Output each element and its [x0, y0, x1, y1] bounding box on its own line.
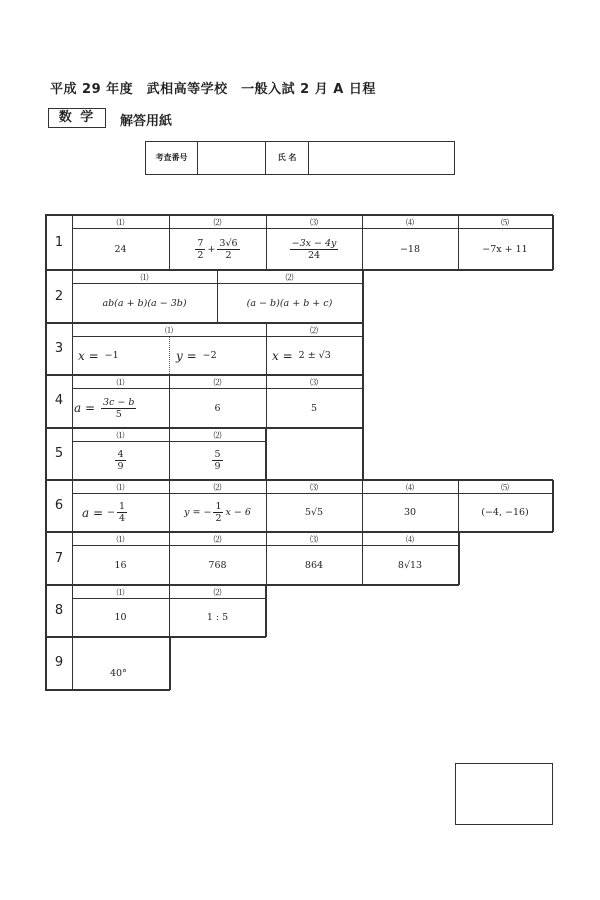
- denominator: 9: [214, 461, 221, 472]
- answer-cell[interactable]: [169, 389, 266, 427]
- question-number: 9: [54, 655, 64, 670]
- grid-line: [169, 637, 171, 690]
- answer-cell[interactable]: [169, 442, 266, 479]
- denominator: 2: [215, 513, 222, 524]
- answer-cell[interactable]: [266, 494, 362, 531]
- subject-label: 数 学: [48, 108, 106, 128]
- answer-text: 768: [208, 559, 227, 571]
- answer-cell[interactable]: [72, 546, 169, 584]
- grid-line: [45, 374, 363, 376]
- sub-number: ⑷: [406, 535, 414, 544]
- denominator: 2: [197, 249, 204, 261]
- answer-text: 864: [304, 559, 324, 571]
- grid-line: [45, 584, 459, 586]
- exam-number-label: 考査番号: [146, 142, 198, 174]
- answer-text: 40°: [110, 668, 127, 679]
- answer-cell[interactable]: [266, 546, 362, 584]
- answer-cell[interactable]: [169, 546, 266, 584]
- numerator: 7: [197, 237, 204, 249]
- answer-cell[interactable]: [217, 284, 362, 322]
- sub-number: ⑴: [116, 431, 125, 440]
- sub-number: ⑵: [213, 535, 222, 544]
- answer-text: 30: [403, 507, 417, 518]
- denominator: 24: [307, 249, 321, 261]
- sub-number: ⑵: [285, 273, 294, 282]
- answer-cell[interactable]: [72, 442, 169, 479]
- answer-text: 24: [114, 243, 127, 255]
- answer-text: 1 : 5: [206, 612, 229, 623]
- grid-line: [552, 215, 554, 270]
- answer-text: 10: [114, 612, 127, 623]
- answer-cell[interactable]: [169, 599, 266, 636]
- question-number: 6: [54, 498, 64, 513]
- answer-cell[interactable]: [78, 337, 169, 374]
- answer-text: 5: [310, 402, 318, 414]
- numerator: −3x − 4y: [291, 237, 337, 249]
- minus-sign: −: [107, 507, 115, 518]
- answer-text: ab(a + b)(a − 3b): [102, 297, 187, 309]
- sub-number: ⑵: [213, 378, 222, 387]
- answer-cell[interactable]: [362, 229, 458, 269]
- variable-label: a =: [82, 505, 104, 520]
- answer-cell[interactable]: [72, 229, 169, 269]
- answer-cell[interactable]: [266, 229, 362, 269]
- sub-number: ⑶: [310, 218, 318, 227]
- grid-line: [552, 480, 554, 532]
- question-number: 3: [54, 341, 64, 356]
- answer-cell[interactable]: [169, 229, 266, 269]
- name-label: 氏 名: [266, 142, 309, 174]
- numerator: 3√6: [219, 237, 238, 249]
- sub-number: ⑸: [501, 483, 509, 492]
- answer-cell[interactable]: [169, 494, 266, 531]
- variable-label: x =: [272, 348, 293, 363]
- answer-text: x − 6: [225, 507, 251, 518]
- answer-text: −18: [399, 243, 421, 255]
- grid-line: [45, 479, 553, 481]
- sub-number: ⑵: [213, 483, 222, 492]
- answer-text: −7x + 11: [482, 243, 528, 255]
- page-title: 平成 29 年度 武相高等学校 一般入試 2 月 A 日程: [50, 82, 376, 97]
- grid-line: [45, 531, 553, 533]
- question-number: 4: [54, 393, 64, 408]
- sub-number: ⑴: [116, 588, 125, 597]
- sub-number: ⑷: [406, 218, 414, 227]
- grid-line: [45, 322, 363, 324]
- answer-text: 16: [114, 559, 127, 571]
- sub-number: ⑴: [116, 218, 125, 227]
- answer-text: (a − b)(a + b + c): [246, 297, 333, 309]
- question-number: 8: [54, 603, 64, 618]
- question-number: 7: [54, 551, 64, 566]
- sub-number: ⑵: [213, 431, 222, 440]
- sub-number: ⑵: [310, 326, 318, 335]
- sub-number: ⑴: [116, 378, 125, 387]
- sub-number: ⑷: [406, 483, 414, 492]
- answer-text: −1: [104, 350, 119, 361]
- answer-cell[interactable]: [176, 337, 266, 374]
- sub-number: ⑶: [310, 378, 318, 387]
- denominator: 9: [117, 461, 124, 472]
- answer-cell[interactable]: [362, 494, 458, 531]
- sub-number: ⑴: [140, 273, 149, 282]
- answer-cell[interactable]: [72, 655, 169, 689]
- answer-text: 8√13: [397, 559, 423, 571]
- answer-cell[interactable]: [74, 389, 169, 427]
- variable-label: x =: [78, 348, 99, 363]
- sub-number: ⑶: [310, 535, 318, 544]
- variable-label: y =: [176, 348, 197, 363]
- grid-line: [45, 214, 553, 216]
- plus-sign: +: [207, 243, 216, 255]
- denominator: 4: [119, 513, 126, 524]
- score-box: [455, 763, 553, 825]
- sub-number: ⑵: [213, 218, 222, 227]
- numerator: 1: [119, 501, 126, 512]
- answer-text: −2: [202, 350, 217, 361]
- question-number: 2: [54, 289, 64, 304]
- sub-number: ⑸: [501, 218, 509, 227]
- sub-number: ⑴: [116, 483, 125, 492]
- answer-cell[interactable]: [458, 229, 552, 269]
- answer-cell[interactable]: [82, 494, 169, 531]
- grid-line: [458, 532, 460, 585]
- grid-line: [169, 337, 170, 374]
- sub-number: ⑴: [165, 326, 173, 335]
- denominator: 5: [115, 408, 122, 420]
- answer-text: (−4, −16): [481, 507, 529, 518]
- answer-sheet-label: 解答用紙: [120, 114, 173, 129]
- answer-cell[interactable]: [72, 599, 169, 636]
- question-number: 5: [54, 446, 64, 461]
- question-number: 1: [54, 235, 64, 250]
- answer-cell[interactable]: [272, 337, 362, 374]
- variable-label: a =: [74, 401, 96, 415]
- grid-line: [45, 636, 266, 638]
- numerator: 3c − b: [103, 396, 135, 408]
- answer-cell[interactable]: [362, 546, 458, 584]
- grid-line: [362, 270, 364, 480]
- answer-text: 5√5: [304, 507, 324, 518]
- variable-label: y = −: [184, 507, 212, 518]
- answer-cell[interactable]: [266, 389, 362, 427]
- sub-number: ⑵: [213, 588, 222, 597]
- grid-line: [45, 269, 553, 271]
- denominator: 2: [225, 249, 232, 261]
- sub-number: ⑴: [116, 535, 125, 544]
- numerator: 1: [215, 501, 222, 512]
- grid-line: [45, 689, 170, 691]
- answer-text: 2 ± √3: [298, 350, 331, 361]
- answer-cell[interactable]: [72, 284, 217, 322]
- answer-text: 6: [214, 402, 221, 414]
- numerator: 4: [117, 449, 124, 460]
- sub-number: ⑶: [310, 483, 318, 492]
- grid-line: [45, 427, 363, 429]
- answer-cell[interactable]: [458, 494, 552, 531]
- numerator: 5: [214, 449, 221, 460]
